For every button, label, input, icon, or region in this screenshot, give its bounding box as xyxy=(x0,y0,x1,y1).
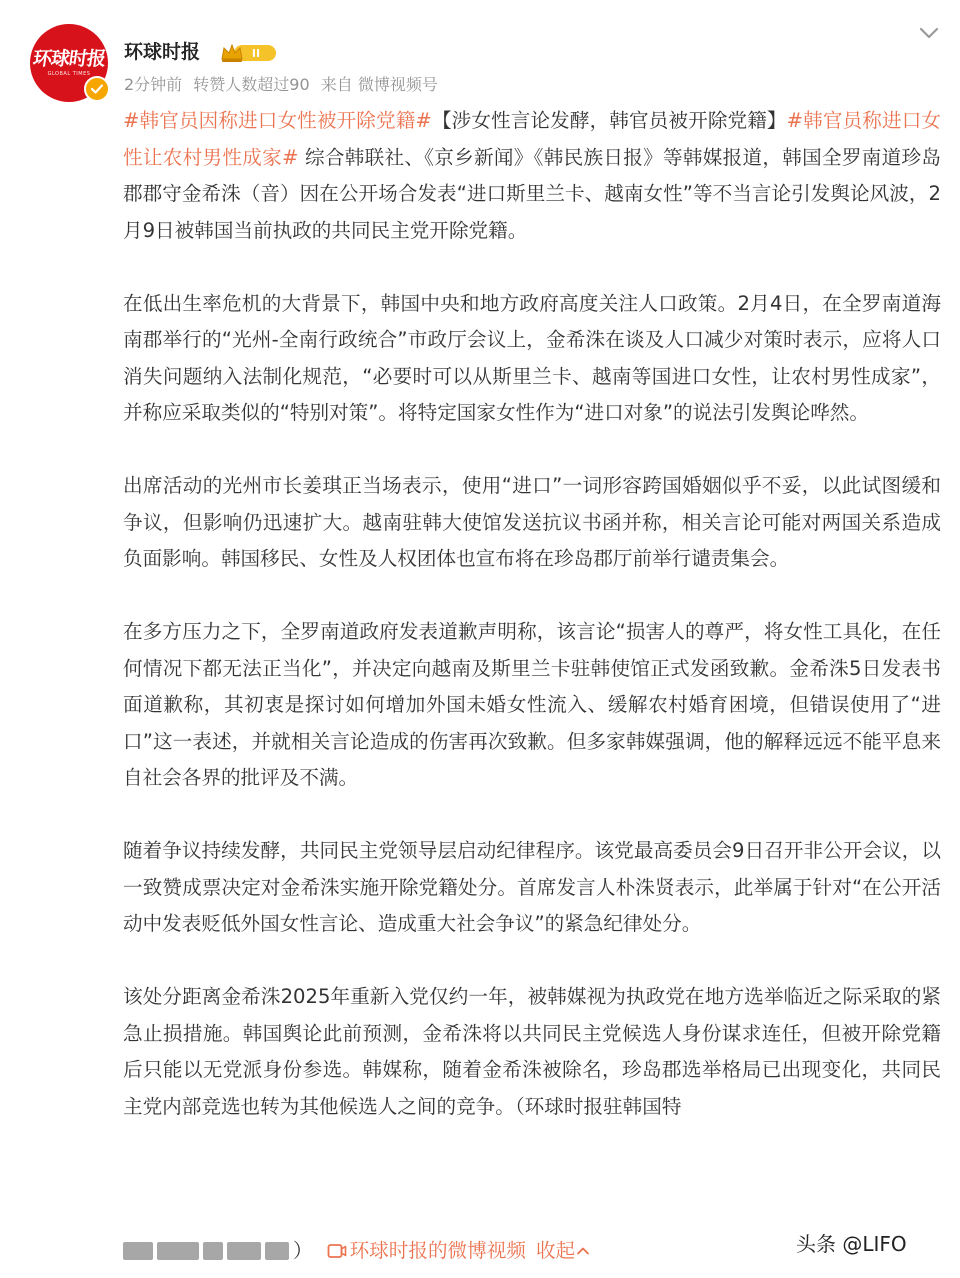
paragraph-2: 在低出生率危机的大背景下，韩国中央和地方政府高度关注人口政策。2月4日，在全罗南道海南郡举行的“光州-全南行政统合”市政厅会议上，金希洙在谈及人口减少对策时表示，应将人口消失问题纳入法制化规范，“必要时可以从斯里兰卡、越南等国进口女性，让农村男性成家”，并称应采取类似的“特别对策”。将特定国家女性作为“进口对象”的说法引发舆论哗然。 xyxy=(123,291,941,424)
post-headline: 【涉女性言论发酵，韩官员被开除党籍】 xyxy=(431,109,787,132)
hashtag-link[interactable]: #韩官员因称进口女性被开除党籍# xyxy=(123,109,432,132)
repost-count-text: 转赞人数超过90 xyxy=(193,75,310,94)
redacted-text xyxy=(157,1242,199,1260)
redacted-text xyxy=(227,1242,261,1260)
paragraph-6: 该处分距离金希洙2025年重新入党仅约一年，被韩媒视为执政党在地方选举临近之际采取的紧急止损措施。韩国舆论此前预测，金希洙将以共同民主党候选人身份谋求连任，但被开除党籍后只能以无党派身份参选。韩媒称，随着金希洙被除名，珍岛郡选举格局已出现变化，共同民主党内部竞选也转为其他候选人之间的竞争。（环球时报驻韩国特 xyxy=(123,985,941,1118)
redacted-text xyxy=(265,1242,289,1260)
collapse-button[interactable] xyxy=(536,1233,591,1269)
collapse-label: 收起 xyxy=(535,1239,576,1262)
video-link-label: 环球时报的微博视频 xyxy=(349,1239,526,1262)
paragraph-1 xyxy=(123,103,941,249)
post-meta xyxy=(124,73,444,97)
avatar-logo-subtext: GLOBAL TIMES xyxy=(47,71,91,77)
account-name[interactable]: 环球时报 xyxy=(124,41,201,63)
post-body xyxy=(123,103,941,1125)
chevron-up-icon xyxy=(575,1243,591,1259)
avatar[interactable] xyxy=(30,24,108,102)
closing-paren: ） xyxy=(293,1239,313,1262)
avatar-logo-text: 环球时报 xyxy=(31,48,107,70)
redacted-text xyxy=(203,1242,223,1260)
post-source[interactable]: 来自 微博视频号 xyxy=(320,75,438,94)
crown-level-icon[interactable] xyxy=(220,42,278,64)
paragraph-3: 出席活动的光州市长姜琪正当场表示，使用“进口”一词形容跨国婚姻似乎不妥，以此试图缓和争议，但影响仍迅速扩大。越南驻韩大使馆发送抗议书函并称，相关言论可能对两国关系造成负面影响。韩国移民、女性及人权团体也宣布将在珍岛郡厅前举行谴责集会。 xyxy=(123,474,941,570)
chevron-down-icon[interactable] xyxy=(914,18,944,48)
video-icon xyxy=(327,1243,347,1259)
hashtag-link[interactable]: #韩官员称进口女性让农村男性成家# xyxy=(123,109,941,169)
post-header xyxy=(0,0,960,112)
paragraph-5: 随着争议持续发酵，共同民主党领导层启动纪律程序。该党最高委员会9日召开非公开会议，以一致赞成票决定对金希洙实施开除党籍处分。首席发言人朴洙贤表示，此举属于针对“在公开活动中发表贬低外国女性言论、造成重大社会争议”的紧急纪律处分。 xyxy=(123,839,941,935)
post-footer-row xyxy=(123,1233,591,1269)
redacted-text xyxy=(123,1242,153,1260)
post-time: 2分钟前 xyxy=(124,75,183,94)
level-badge-text: II xyxy=(251,47,261,60)
paragraph-text: 综合韩联社、《京乡新闻》《韩民族日报》等韩媒报道，韩国全罗南道珍岛郡郡守金希洙（音）因在公开场合发表“进口斯里兰卡、越南女性”等不当言论引发舆论风波，2月9日被韩国当前执政的共同民主党开除党籍。 xyxy=(123,145,941,242)
watermark: 头条 @LIFO xyxy=(796,1232,907,1256)
verified-badge-icon xyxy=(84,76,110,102)
video-link[interactable] xyxy=(327,1233,526,1269)
paragraph-4: 在多方压力之下，全罗南道政府发表道歉声明称，该言论“损害人的尊严，将女性工具化，在任何情况下都无法正当化”，并决定向越南及斯里兰卡驻韩使馆正式发函致歉。金希洙5日发表书面道歉称，其初衷是探讨如何增加外国未婚女性流入、缓解农村婚育困境，但错误使用了“进口”这一表述，并就相关言论造成的伤害再次致歉。但多家韩媒强调，他的解释远远不能平息来自社会各界的批评及不满。 xyxy=(123,620,941,789)
